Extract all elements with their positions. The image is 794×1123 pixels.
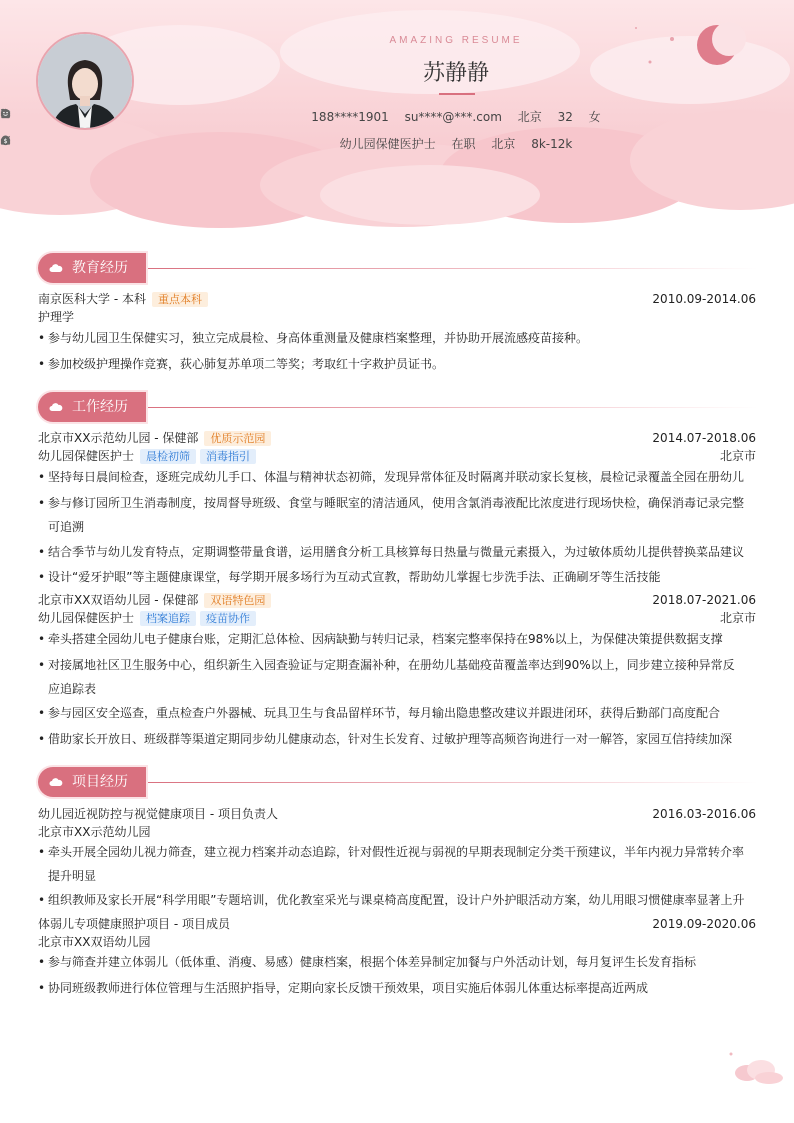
location: 北京市 (719, 449, 756, 463)
section-work (38, 392, 758, 422)
tag: 重点本科 (152, 292, 208, 307)
date-range: 2010.09-2014.06 (652, 292, 756, 306)
cloud-decoration-icon (725, 1048, 787, 1088)
role: 幼儿园保健医护士 (38, 611, 135, 625)
list-item: • 设计“爱牙护眼”等主题健康课堂，每学期开展多场行为互动式宣教，帮助幼儿掌握七步洗手法、正确刷牙等生活技能 (38, 565, 746, 589)
work-item (38, 592, 756, 608)
list-item: • 牵头开展全园幼儿视力筛查，建立视力档案并动态追踪，针对假性近视与弱视的早期表现制定分类干预建议，半年内视力异常转介率提升明显 (38, 840, 746, 888)
list-item: • 组织教师及家长开展“科学用眼”专题培训，优化教室采光与课桌椅高度配置，设计户外护眼活动方案，幼儿用眼习惯健康率显著上升 (38, 888, 746, 912)
city-item: 北京 (518, 108, 542, 125)
target-position-item: 幼儿园保健医护士 (340, 135, 436, 152)
tag: 双语特色园 (204, 593, 271, 608)
date-range: 2016.03-2016.06 (652, 807, 756, 821)
school-title: 南京医科大学 - 本科 (38, 292, 146, 306)
phone-item: 188****1901 (311, 110, 388, 124)
date-range: 2018.07-2021.06 (652, 593, 756, 607)
project-org: 北京市XX示范幼儿园 (38, 825, 151, 839)
list-item: • 参加校级护理操作竞赛，荻心肺复苏单项二等奖；考取红十字救护员证书。 (38, 352, 746, 376)
job-intent-row (0, 135, 794, 152)
list-item: • 参与修订园所卫生消毒制度，按周督导班级、食堂与睡眠室的清洁通风，使用含氯消毒液配比浓度进行现场快检，确保消毒记录完整可追溯 (38, 491, 746, 539)
section-title: 项目经历 (72, 774, 128, 790)
tag: 疫苗协作 (200, 611, 256, 626)
target-city-item: 北京 (491, 135, 515, 152)
list-item: • 借助家长开放日、班级群等渠道定期同步幼儿健康动态，针对生长发育、过敏护理等高频咨询进行一对一解答，家园互信持续加深 (38, 727, 746, 751)
major: 护理学 (38, 310, 75, 324)
tag: 晨检初筛 (140, 449, 196, 464)
gender-item: 女 (589, 108, 601, 125)
tag: 消毒指引 (200, 449, 256, 464)
section-divider (148, 782, 758, 783)
role-row (38, 448, 756, 464)
cloud-icon (49, 402, 63, 412)
list-item: • 参与园区安全巡查，重点检查户外器械、玩具卫生与食品留样环节，每月输出隐患整改建议并跟进闭环，获得后勤部门高度配合 (38, 701, 746, 725)
list-item: • 对接属地社区卫生服务中心，组织新生入园查验证与定期查漏补种，在册幼儿基础疫苗覆盖率达到90%以上，同步建立接种异常反应追踪表 (38, 653, 746, 701)
section-divider (148, 268, 758, 269)
status-item: 在职 (452, 135, 476, 152)
cloud-icon (49, 777, 63, 787)
education-item (38, 291, 756, 307)
list-item: • 参与幼儿园卫生保健实习，独立完成晨检、身高体重测量及健康档案整理，并协助开展流感疫苗接种。 (38, 326, 746, 350)
project-title: 幼儿园近视防控与视觉健康项目 - 项目负责人 (38, 807, 278, 821)
tag: 优质示范园 (204, 431, 271, 446)
date-range: 2014.07-2018.06 (652, 431, 756, 445)
list-item: • 结合季节与幼儿发育特点，定期调整带量食谱，运用膳食分析工具核算每日热量与微量元素摄入，为过敏体质幼儿提供替换菜品建议 (38, 540, 746, 564)
cloud-icon (49, 263, 63, 273)
contact-row (0, 108, 794, 125)
salary-item: $ 8k-12k (531, 137, 572, 151)
list-item: • 参与筛查并建立体弱儿（低体重、消瘦、易感）健康档案，根据个体差异制定加餐与户外活动计划，每月复评生长发育指标 (38, 950, 746, 974)
company-title: 北京市XX双语幼儿园 - 保健部 (38, 593, 199, 607)
section-education (38, 253, 758, 283)
email-item: su****@***.com (405, 110, 502, 124)
tag: 档案追踪 (140, 611, 196, 626)
project-item (38, 916, 756, 932)
project-org: 北京市XX双语幼儿园 (38, 935, 151, 949)
section-title: 工作经历 (72, 399, 128, 415)
candidate-name: 苏静静 (422, 61, 489, 86)
money-icon (0, 135, 11, 146)
list-item: • 协同班级教师进行体位管理与生活照护指导，定期向家长反馈干预效果，项目实施后体弱儿体重达标率提高近两成 (38, 976, 746, 1000)
name-underline (439, 93, 475, 95)
role: 幼儿园保健医护士 (38, 449, 135, 463)
section-title: 教育经历 (72, 260, 128, 276)
smile-icon (0, 108, 11, 119)
list-item: • 牵头搭建全园幼儿电子健康台账，定期汇总体检、因病缺勤与转归记录，档案完整率保持在98%以上，为保健决策提供数据支撑 (38, 627, 746, 651)
list-item: • 坚持每日晨间检查，逐班完成幼儿手口、体温与精神状态初筛，发现异常体征及时隔离并联动家长复核，晨检记录覆盖全园在册幼儿 (38, 465, 746, 489)
section-project (38, 767, 758, 797)
section-divider (148, 407, 758, 408)
date-range: 2019.09-2020.06 (652, 917, 756, 931)
location: 北京市 (719, 611, 756, 625)
age-item: 32 (558, 110, 573, 124)
work-item (38, 430, 756, 446)
project-title: 体弱儿专项健康照护项目 - 项目成员 (38, 917, 230, 931)
role-row (38, 610, 756, 626)
resume-header (0, 0, 794, 230)
company-title: 北京市XX示范幼儿园 - 保健部 (38, 431, 199, 445)
tagline: AMAZING RESUME (389, 35, 523, 46)
svg-text:$: $ (3, 136, 8, 145)
project-item (38, 806, 756, 822)
